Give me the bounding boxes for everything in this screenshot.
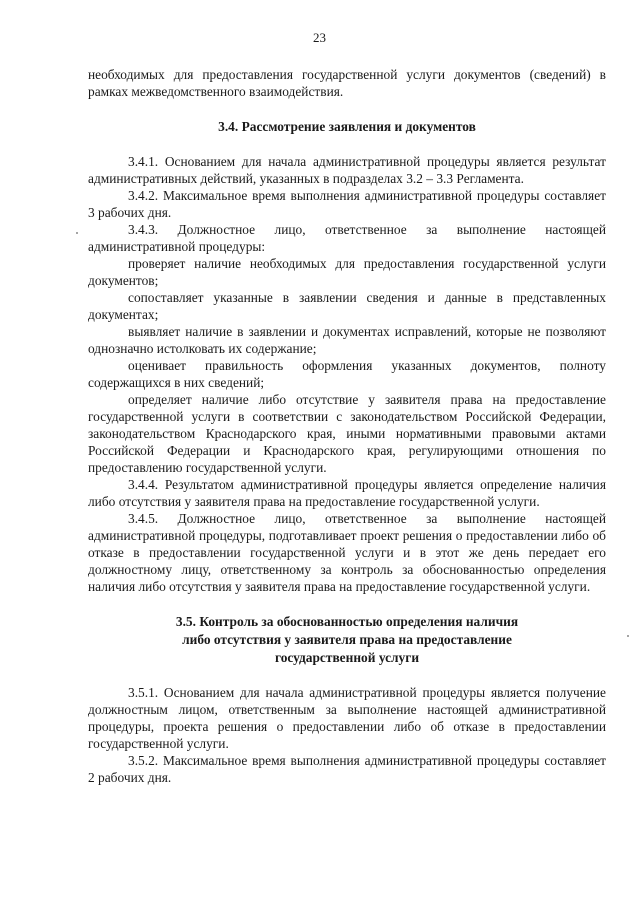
paragraph-3-4-1: 3.4.1. Основанием для начала административной процедуры является результат административных действий, указанных в подразделах 3.2 – 3.3 Регламента. <box>88 154 606 186</box>
list-item-determine-right: определяет наличие либо отсутствие у заявителя права на предоставление государственной услуги в соответствии с законодательством Российской Федерации, законодательством Краснодарского края, иными нормативными правовыми актами Российской Федерации и Краснодарского края, регулирующими отношения по предоставлению государственной услуги. <box>88 392 606 475</box>
intro-continuation: необходимых для предоставления государственной услуги документов (сведений) в рамках межведомственного взаимодействия. <box>88 67 606 99</box>
paragraph-3-4-2: 3.4.2. Максимальное время выполнения административной процедуры составляет 3 рабочих дня. <box>88 188 606 220</box>
page-number: 23 <box>313 30 326 45</box>
section-3-5-heading <box>88 613 606 667</box>
scan-speck <box>76 232 78 234</box>
list-item-compare-data: сопоставляет указанные в заявлении сведения и данные в представленных документах; <box>88 290 606 322</box>
list-item-evaluate-documents: оценивает правильность оформления указанных документов, полноту содержащихся в них сведений; <box>88 358 606 390</box>
document-body <box>88 66 606 786</box>
section-3-4-heading: 3.4. Рассмотрение заявления и документов <box>218 119 476 134</box>
paragraph-3-4-4: 3.4.4. Результатом административной процедуры является определение наличия либо отсутствия у заявителя права на предоставление государственной услуги. <box>88 477 606 509</box>
paragraph-3-4-3: 3.4.3. Должностное лицо, ответственное за выполнение настоящей административной процедуры: <box>88 222 606 254</box>
scan-speck <box>627 635 629 637</box>
paragraph-3-4-5: 3.4.5. Должностное лицо, ответственное за выполнение настоящей административной процедуры, подготавливает проект решения о предоставлении либо об отказе в предоставлении государственной услуги и в этот же день передает его должностному лицу, ответственному за контроль за обоснованностью определения наличия либо отсутствия у заявителя права на предоставление государственной услуги. <box>88 511 606 594</box>
list-item-detect-corrections: выявляет наличие в заявлении и документах исправлений, которые не позволяют однозначно истолковать их содержание; <box>88 324 606 356</box>
section-3-5-heading-line-2: либо отсутствия у заявителя права на предоставление <box>182 632 512 647</box>
section-3-5-heading-line-1: 3.5. Контроль за обоснованностью определения наличия <box>175 614 519 629</box>
paragraph-3-5-1: 3.5.1. Основанием для начала административной процедуры является получение должностным лицом, ответственным за выполнение настоящей административной процедуры, проекта решения о предоставлении либо об отказе в предоставлении государственной услуги. <box>88 685 606 751</box>
section-3-5-heading-line-3: государственной услуги <box>274 650 420 665</box>
paragraph-3-5-2: 3.5.2. Максимальное время выполнения административной процедуры составляет 2 рабочих дня. <box>88 753 606 785</box>
list-item-check-documents: проверяет наличие необходимых для предоставления государственной услуги документов; <box>88 256 606 288</box>
